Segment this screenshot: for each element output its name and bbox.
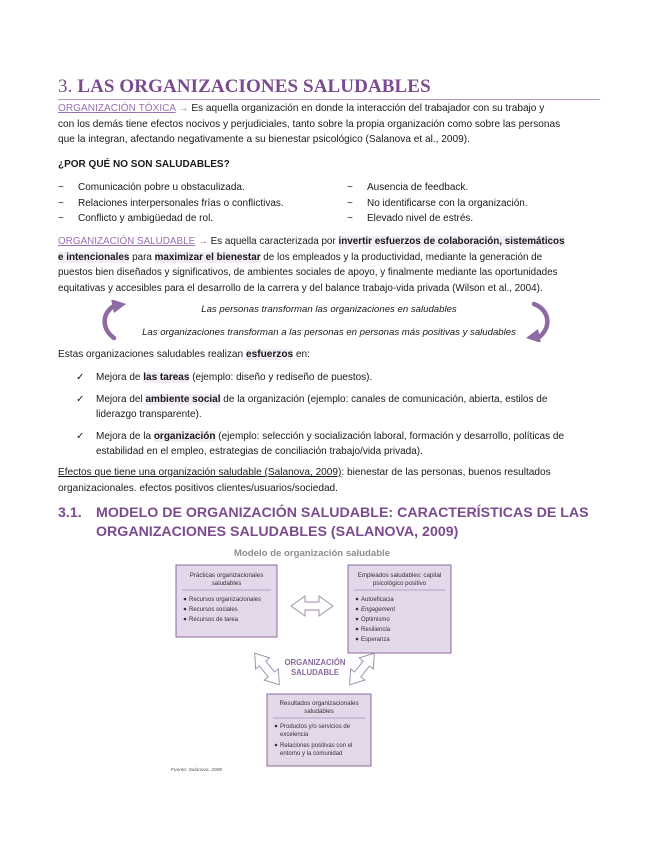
box-results-title-2: saludables — [304, 708, 334, 715]
list-item: Recursos de tarea — [189, 617, 239, 623]
diagram-source: Fuente: Salanova, 2008 — [171, 768, 222, 773]
toxic-line-1: Es aquella organización en donde la interacción del trabajador con su trabajo y — [191, 103, 545, 114]
section-number: 3.1. — [58, 505, 82, 521]
list-item: entorno y la comunidad — [280, 751, 343, 757]
check-icon: ✓ — [76, 393, 85, 405]
list-item: ~ Relaciones interpersonales frías o conflictivas. — [58, 196, 284, 212]
section-line-1: MODELO DE ORGANIZACIÓN SALUDABLE: CARACTERÍSTICAS DE LAS — [96, 505, 589, 521]
section-line-2: ORGANIZACIONES SALUDABLES (SALANOVA, 2009) — [96, 524, 459, 540]
box-practices-title-1: Prácticas organizacionales — [189, 572, 264, 579]
list-item: Productos y/o servicios de — [280, 724, 351, 730]
healthy-line-3: puestos bien diseñados y significativos, de ambientes sociales de apoyo, y finalmente mediante las oportunidades — [58, 267, 558, 279]
heading-title: LAS ORGANIZACIONES SALUDABLES — [77, 76, 431, 97]
list-item: ~ Conflicto y ambigüedad de rol. — [58, 211, 284, 227]
list-item: Engagement — [361, 607, 396, 613]
healthy-t2: para — [132, 251, 152, 263]
effort-b: ambiente social — [145, 393, 221, 405]
efforts-list — [58, 370, 600, 465]
center-label-2: SALUDABLE — [290, 668, 340, 677]
effort-c: (ejemplo: diseño y rediseño de puestos). — [192, 372, 373, 383]
list-item: Resiliencia — [361, 627, 391, 633]
healthy-t3: de los empleados y la productividad, mediante la generación de — [263, 251, 543, 263]
efforts-intro-b: esfuerzos — [245, 349, 294, 360]
list-item: Optimismo — [361, 617, 390, 623]
cycle-line-1: Las personas transforman las organizaciones en saludables — [201, 304, 457, 315]
box-results — [267, 694, 371, 766]
why-not-heading: ¿POR QUÉ NO SON SALUDABLES? — [58, 159, 230, 170]
list-item — [58, 370, 600, 386]
box-results-title-1: Resultados organizacionales — [279, 700, 359, 707]
effects-paragraph — [58, 465, 600, 496]
toxic-line-2: con los demás tiene efectos nocivos y perjudiciales, tanto sobre la propia organización como sobre las personas — [58, 118, 561, 130]
box-practices — [176, 565, 277, 637]
effort-d: liderazgo transparente). — [96, 409, 202, 421]
arrow-right-icon: → — [197, 236, 208, 247]
list-item: Autoeficacia — [361, 597, 394, 603]
arrow-right-icon: → — [178, 103, 189, 114]
cycle-line-2: Las organizaciones transforman a las personas en personas más positivas y saludables — [142, 327, 516, 338]
effort-a: Mejora del — [96, 393, 143, 405]
double-arrow-icon — [248, 648, 287, 691]
healthy-b2: maximizar el bienestar — [154, 251, 261, 263]
effort-b: las tareas — [143, 372, 190, 383]
healthy-organization-diagram — [165, 543, 460, 775]
box-employees-title-2: psicológico positivo — [372, 580, 427, 587]
toxic-term: ORGANIZACIÓN TÓXICA — [58, 103, 176, 114]
list-item — [58, 429, 600, 460]
box-practices-title-2: saludables — [211, 580, 242, 587]
diagram-title: Modelo de organización saludable — [233, 548, 391, 559]
center-label-1: ORGANIZACIÓN — [284, 658, 346, 667]
list-item: Recursos sociales — [189, 607, 238, 613]
effort-c: (ejemplo: selección y socialización laboral, formación y desarrollo, políticas de — [218, 430, 564, 442]
section-heading — [58, 504, 589, 542]
double-arrow-icon — [343, 648, 382, 691]
healthy-b1: invertir esfuerzos de colaboración, sistemáticos — [338, 236, 565, 247]
effort-d: estabilidad en el empleo, estrategias de conciliación trabajo/vida privada). — [96, 446, 423, 458]
toxic-definition — [58, 101, 600, 148]
box-employees — [348, 565, 451, 653]
list-item: ~ No identificarse con la organización. — [347, 196, 528, 212]
list-item: Relaciones positivas con el — [280, 743, 353, 749]
effects-rest: : bienestar de las personas, buenos resultados — [341, 467, 551, 478]
efforts-intro — [58, 347, 600, 363]
effort-c: de la organización (ejemplo: canales de comunicación, abierta, estilos de — [223, 393, 548, 405]
why-not-list-left — [58, 180, 284, 227]
list-item — [58, 392, 600, 423]
healthy-b1b: e intencionales — [58, 251, 130, 263]
healthy-line-4: equitativas y accesibles para el desarrollo de la carrera y del balance trabajo-vida privada (Wilson et al., 2004). — [58, 282, 543, 294]
healthy-t1: Es aquella caracterizada por — [210, 236, 336, 247]
healthy-term: ORGANIZACIÓN SALUDABLE — [58, 236, 196, 247]
list-item: ~ Ausencia de feedback. — [347, 180, 528, 196]
page-title — [58, 76, 431, 98]
list-item: ~ Comunicación pobre u obstaculizada. — [58, 180, 284, 196]
double-arrow-icon — [291, 596, 333, 616]
effort-a: Mejora de la — [96, 430, 152, 442]
heading-number: 3. — [58, 76, 73, 97]
toxic-line-3: que la integran, afectando negativamente a su bienestar psicológico (Salanova et al., 2009). — [58, 134, 470, 146]
why-not-list-right — [347, 180, 528, 227]
box-employees-title-1: Empleados saludables: capital — [357, 572, 442, 579]
effort-b: organización — [153, 430, 216, 442]
effects-underlined: Efectos que tiene una organización saludable (Salanova, 2009) — [58, 467, 342, 478]
effects-line-2: organizacionales. efectos positivos clientes/usuarios/sociedad. — [58, 482, 338, 494]
healthy-definition — [58, 234, 600, 296]
check-icon: ✓ — [76, 430, 85, 442]
effort-a: Mejora de — [96, 372, 141, 383]
heading-rule — [58, 99, 600, 100]
list-item: Recursos organizacionales — [189, 597, 262, 603]
check-icon: ✓ — [76, 372, 85, 383]
efforts-intro-a: Estas organizaciones saludables realizan — [58, 349, 244, 360]
efforts-intro-c: en: — [295, 349, 310, 360]
list-item: excelencia — [280, 732, 309, 738]
list-item: ~ Elevado nivel de estrés. — [347, 211, 528, 227]
list-item: Esperanza — [361, 637, 390, 643]
